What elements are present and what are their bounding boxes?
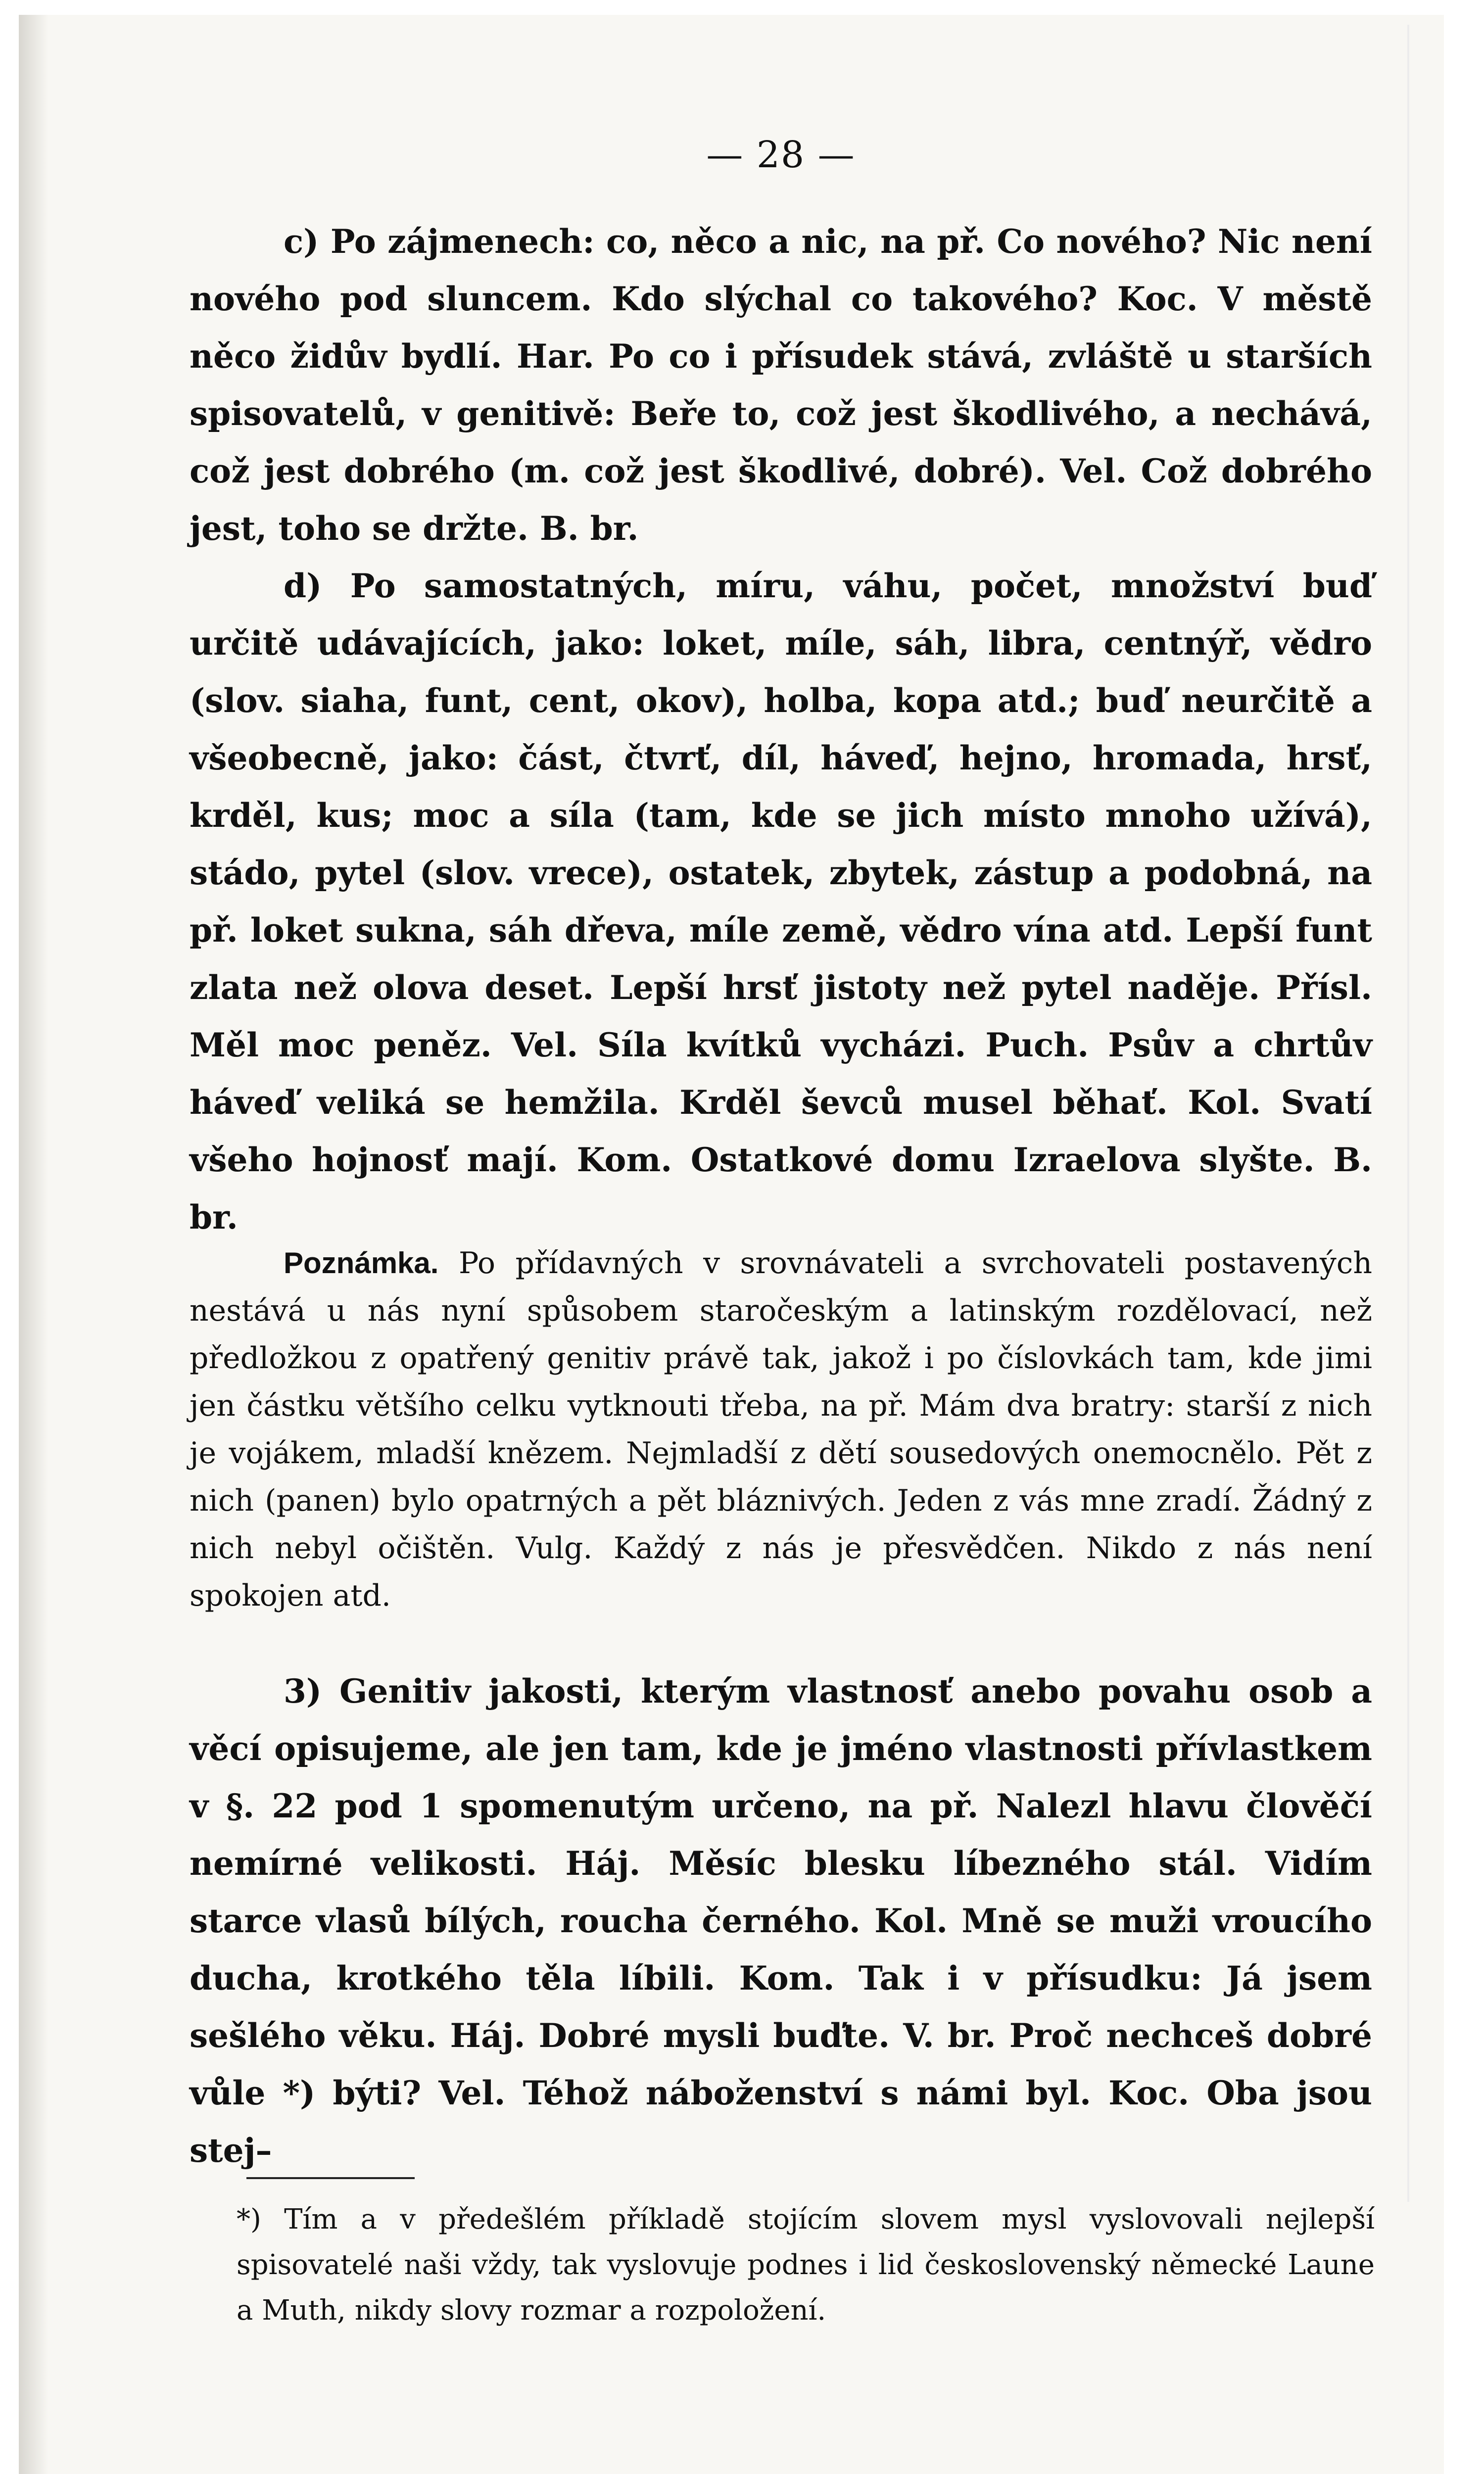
page-edge-shadow: [19, 15, 48, 2474]
footnote-text: *) Tím a v předešlém příkladě stojícím slovem mysl vyslovovali nejlepší spisovatelé naši vždy, tak vyslovuje podnes i lid československý německé Laune a Muth, nikdy slovy rozmar a rozpoložení.: [237, 2203, 1375, 2327]
paragraph-c: c) Po zájmenech: co, něco a nic, na př. Co nového? Nic není nového pod sluncem. Kdo slýchal co takového? Koc. V městě něco židův bydlí. Har. Po co i přísudek stává, zvláště u starších spisovatelů, v genitivě: Beře to, což jest škodlivého, a nechává, což jest dobrého (m. což jest škodlivé, dobré). Vel. Což dobrého jest, toho se držte. B. br.: [190, 222, 1372, 548]
note-label: Poznámka.: [284, 1246, 439, 1280]
book-page: [19, 15, 1444, 2474]
section-3-text: 3) Genitiv jakosti, kterým vlastnosť anebo povahu osob a věcí opisujeme, ale jen tam, kde je jméno vlastnosti přívlastkem v §. 22 pod 1 spomenutým určeno, na př. Nalezl hlavu člověčí nemírné velikosti. Háj. Měsíc blesku líbezného stál. Vidím starce vlasů bílých, roucha černého. Kol. Mně se muži vroucího ducha, krotkého těla líbili. Kom. Tak i v přísudku: Já jsem sešlého věku. Háj. Dobré mysli buďte. V. br. Proč nechceš dobré vůle *) býti? Vel. Téhož náboženství s námi byl. Koc. Oba jsou stej–: [190, 1672, 1372, 2170]
section-3: [190, 1663, 1372, 2179]
footnote-rule: [246, 2177, 415, 2179]
footnote: [237, 2197, 1375, 2333]
page-number: — 28 —: [706, 134, 856, 176]
main-text: [190, 213, 1372, 1246]
note-paragraph: [190, 1239, 1372, 1619]
paragraph-d: d) Po samostatných, míru, váhu, počet, množství buď určitě udávajících, jako: loket, míle, sáh, libra, centnýř, vědro (slov. siaha, funt, cent, okov), holba, kopa atd.; buď neurčitě a všeobecně, jako: část, čtvrť, díl, háveď, hejno, hromada, hrsť, krděl, kus; moc a síla (tam, kde se jich místo mnoho užívá), stádo, pytel (slov. vrece), ostatek, zbytek, zástup a podobná, na př. loket sukna, sáh dřeva, míle země, vědro vína atd. Lepší funt zlata než olova deset. Lepší hrsť jistoty než pytel naděje. Přísl. Měl moc peněz. Vel. Síla kvítků vycházi. Puch. Psův a chrtův háveď veliká se hemžila. Krděl ševců musel běhať. Kol. Svatí všeho hojnosť mají. Kom. Ostatkové domu Izraelova slyšte. B. br.: [190, 567, 1372, 1237]
note-text: Po přídavných v srovnávateli a svrchovateli postavených nestává u nás nyní spůsobem staročeským a latinským rozdělovací, než předložkou z opatřený genitiv právě tak, jakož i po číslovkách tam, kde jimi jen částku většího celku vytknouti třeba, na př. Mám dva bratry: starší z nich je vojákem, mladší knězem. Nejmladší z dětí sousedových onemocnělo. Pět z nich (panen) bylo opatrných a pět bláznivých. Jeden z vás mne zradí. Žádný z nich nebyl očištěn. Vulg. Každý z nás je přesvědčen. Nikdo z nás není spokojen atd.: [190, 1246, 1372, 1613]
page-fold-line: [1407, 25, 1409, 2202]
note-block: [190, 1239, 1372, 1619]
